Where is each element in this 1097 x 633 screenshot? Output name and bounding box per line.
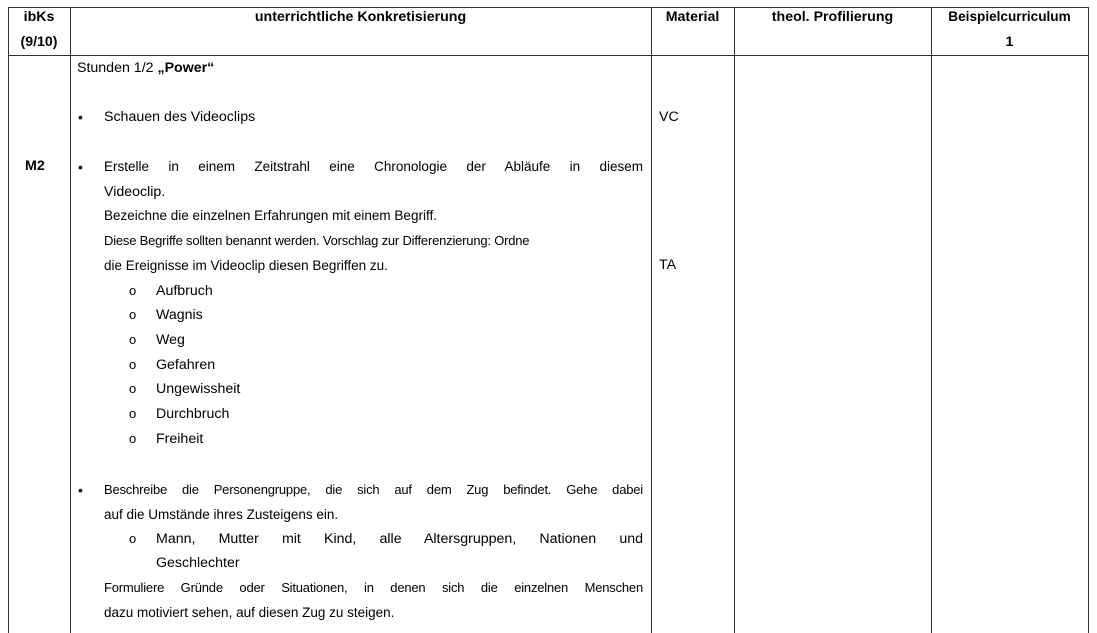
ibks-code: M2 (25, 158, 45, 174)
bullet-icon: • (78, 109, 83, 125)
text-line: Videoclip. (104, 184, 166, 200)
header-ibks: ibKs (23, 9, 55, 25)
material-ta: TA (659, 257, 677, 273)
circle-bullet-icon: o (129, 381, 137, 396)
sub-item: Weg (156, 332, 185, 348)
header-row-divider (8, 55, 1089, 56)
bullet-icon: • (78, 159, 83, 175)
circle-bullet-icon: o (129, 357, 137, 372)
sub-item: Durchbruch (156, 406, 230, 422)
list-item: Schauen des Videoclips (104, 109, 256, 125)
text-line: Bezeichne die einzelnen Erfahrungen mit einem Begriff. (104, 208, 437, 223)
header-ibks-grade: (9/10) (20, 34, 58, 50)
circle-bullet-icon: o (129, 531, 137, 546)
sub-item: Freiheit (156, 431, 204, 447)
lesson-title (77, 59, 214, 77)
sub-item: Mann, Mutter mit Kind, alle Altersgruppen, Nationen und (156, 531, 643, 547)
column-divider (8, 7, 9, 633)
column-divider (1088, 7, 1089, 633)
circle-bullet-icon: o (129, 283, 137, 298)
sub-item: Ungewissheit (156, 381, 241, 397)
lesson-title-bold: „Power“ (157, 60, 215, 76)
column-divider (734, 7, 735, 633)
header-konkretisierung: unterrichtliche Konkretisierung (254, 9, 467, 25)
text-line: Geschlechter (156, 555, 240, 571)
circle-bullet-icon: o (129, 406, 137, 421)
text-line: Formuliere Gründe oder Situationen, in denen sich die einzelnen Menschen (104, 580, 643, 595)
header-material: Material (665, 9, 720, 25)
list-item: Beschreibe die Personengruppe, die sich auf dem Zug befindet. Gehe dabei (104, 482, 643, 497)
sub-item: Gefahren (156, 357, 216, 373)
text-line: Diese Begriffe sollten benannt werden. Vorschlag zur Differenzierung: Ordne (104, 233, 530, 248)
column-divider (651, 7, 652, 633)
header-profilierung: theol. Profilierung (771, 9, 894, 25)
text-line: dazu motiviert sehen, auf diesen Zug zu steigen. (104, 605, 395, 620)
column-divider (70, 7, 71, 633)
list-item: Erstelle in einem Zeitstrahl eine Chronologie der Abläufe in diesem (104, 159, 643, 174)
material-vc: VC (659, 109, 679, 125)
sub-item: Aufbruch (156, 283, 213, 299)
bullet-icon: • (78, 482, 83, 498)
header-beispielcurriculum: Beispielcurriculum (948, 9, 1071, 24)
text-line: auf die Umstände ihres Zusteigens ein. (104, 507, 339, 522)
circle-bullet-icon: o (129, 431, 137, 446)
header-beispielcurriculum-number: 1 (1005, 34, 1014, 50)
lesson-title-prefix: Stunden 1/2 (77, 60, 158, 76)
text-line: die Ereignisse im Videoclip diesen Begriffen zu. (104, 258, 388, 273)
circle-bullet-icon: o (129, 332, 137, 347)
column-divider (931, 7, 932, 633)
circle-bullet-icon: o (129, 307, 137, 322)
sub-item: Wagnis (156, 307, 203, 323)
